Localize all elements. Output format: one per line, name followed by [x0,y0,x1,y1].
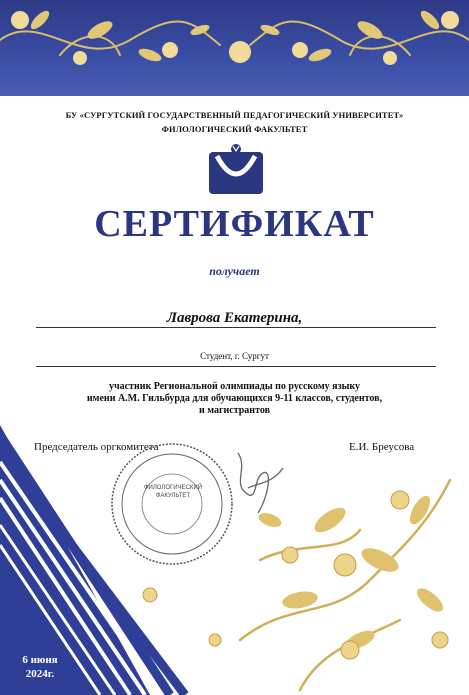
university-name: БУ «СУРГУТСКИЙ ГОСУДАРСТВЕННЫЙ ПЕДАГОГИЧЕСКИЙ УНИВЕРСИТЕТ» [65,110,404,120]
description-line-1: участник Региональной олимпиады по русскому языку [108,381,361,392]
chair-label: Председатель оргкомитета [34,441,159,453]
stamp-text-line-2: ФАКУЛЬТЕТ [155,493,191,499]
recipient-status: Студент, г. Сургут [200,351,269,361]
stamp-text [132,484,214,500]
chair-name: Е.И. Бреусова [349,441,415,453]
handwritten-signature [228,448,288,518]
issue-date [12,653,68,681]
certificate-title: СЕРТИФИКАТ [94,203,375,245]
receives-label: получает [209,264,260,278]
faculty-name: ФИЛОЛОГИЧЕСКИЙ ФАКУЛЬТЕТ [161,124,308,134]
date-line-1: 6 июня [22,654,58,666]
faculty-stamp [108,440,236,568]
description-line-3: и магистрантов [198,405,271,416]
stamp-text-line-1: ФИЛОЛОГИЧЕСКИЙ [143,485,203,491]
description-line-2: имени А.М. Гильбурда для обучающихся 9-11 классов, студентов, [86,393,383,404]
recipient-name: Лаврова Екатерина, [166,310,303,326]
date-line-2: 2024г. [25,668,55,680]
